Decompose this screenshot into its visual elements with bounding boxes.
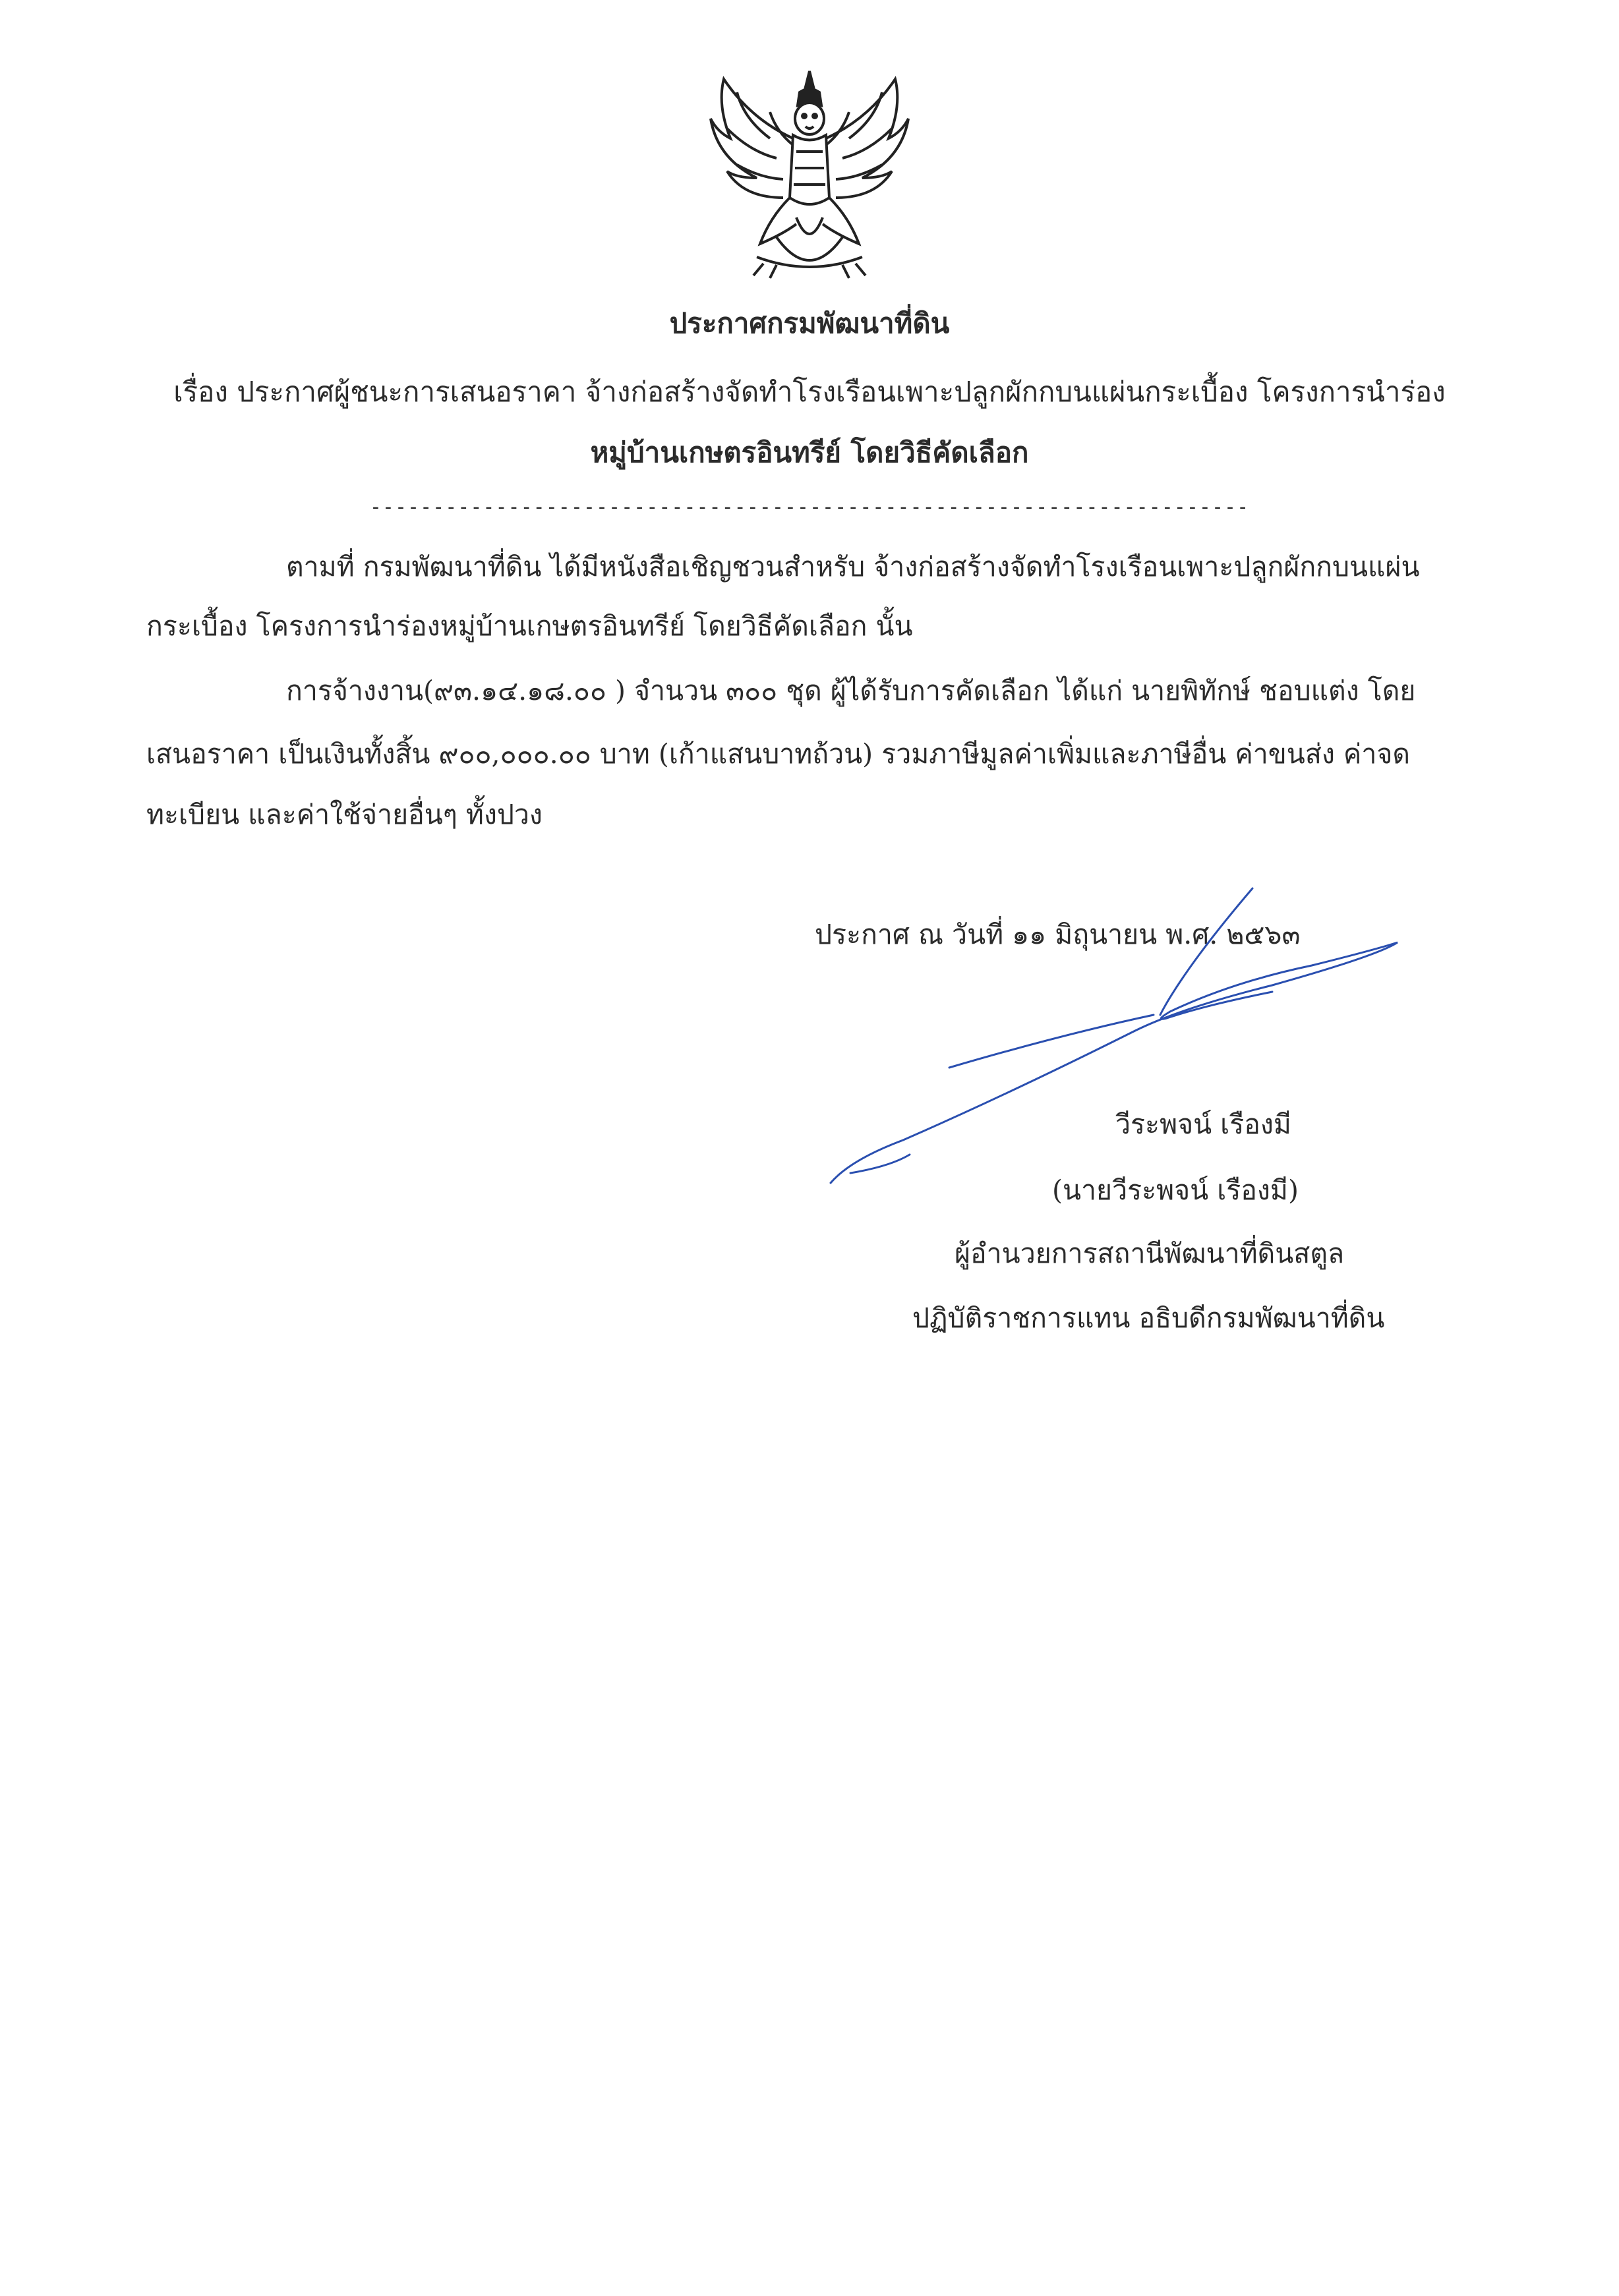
garuda-emblem-icon [697, 66, 922, 290]
paragraph-2-line-1: การจ้างงาน(๙๓.๑๔.๑๘.๐๐ ) จำนวน ๓๐๐ ชุด ผู้ได้รับการคัดเลือก ได้แก่ นายพิทักษ์ ชอบแต่ง โดย [286, 675, 1416, 706]
paragraph-1-line-1: ตามที่ กรมพัฒนาที่ดิน ได้มีหนังสือเชิญชวนสำหรับ จ้างก่อสร้างจัดทำโรงเรือนเพาะปลูกผักกบนแผ่น [286, 551, 1420, 583]
paragraph-2-line-3: ทะเบียน และค่าใช้จ่ายอื่นๆ ทั้งปวง [146, 799, 543, 830]
paragraph-1-line-2: กระเบื้อง โครงการนำร่องหมู่บ้านเกษตรอินทรีย์ โดยวิธีคัดเลือก นั้น [146, 610, 913, 642]
announcement-date: ประกาศ ณ วันที่ ๑๑ มิถุนายน พ.ศ. ๒๕๖๓ [815, 919, 1301, 950]
document-title: ประกาศกรมพัฒนาที่ดิน [669, 307, 950, 339]
paragraph-2-line-2: เสนอราคา เป็นเงินทั้งสิ้น ๙๐๐,๐๐๐.๐๐ บาท (เก้าแสนบาทถ้วน) รวมภาษีมูลค่าเพิ่มและภาษีอื่น ค่าขนส่ง ค่าจด [146, 738, 1411, 770]
subject-line-2: หมู่บ้านเกษตรอินทรีย์ โดยวิธีคัดเลือก [590, 436, 1029, 469]
signer-position: ผู้อำนวยการสถานีพัฒนาที่ดินสตูล [955, 1238, 1345, 1269]
signer-name: วีระพจน์ เรืองมี [1115, 1108, 1291, 1140]
signer-full-name: (นายวีระพจน์ เรืองมี) [1052, 1174, 1299, 1206]
acting-for: ปฏิบัติราชการแทน อธิบดีกรมพัฒนาที่ดิน [912, 1302, 1385, 1334]
subject-line-1: เรื่อง ประกาศผู้ชนะการเสนอราคา จ้างก่อสร้างจัดทำโรงเรือนเพาะปลูกผักกบนแผ่นกระเบื้อง โครงการนำร่อง [173, 376, 1446, 408]
handwritten-signature [811, 883, 1404, 1193]
divider: ---------------------------------------------------------------------- [369, 496, 1250, 519]
